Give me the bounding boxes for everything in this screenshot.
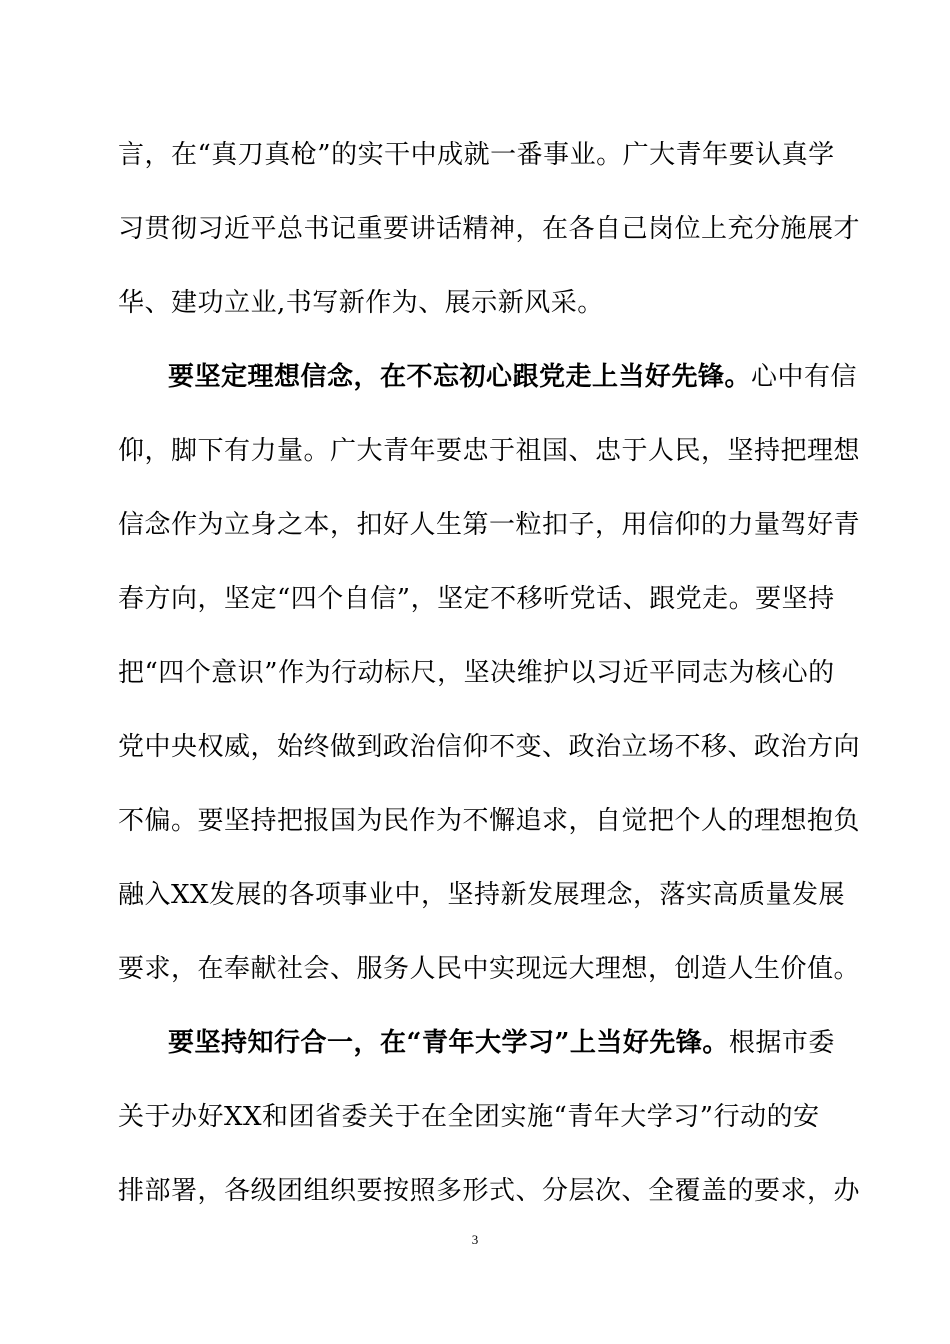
- paragraph-2-heading: 要坚定理想信念，在不忘初心跟党走上当好先锋。: [168, 362, 752, 392]
- body-text: [118, 128, 861, 1238]
- paragraph-1-line-1: 言，在“真刀真枪”的实干中成就一番事业。广大青年要认真学: [118, 140, 835, 170]
- paragraph-2-line-3: 信念作为立身之本，扣好人生第一粒扣子，用信仰的力量驾好青: [118, 510, 861, 540]
- paragraph-2-first-line: [118, 350, 858, 424]
- paragraph-1-line-2: 习贯彻习近平总书记重要讲话精神，在各自己岗位上充分施展才: [118, 214, 861, 244]
- paragraph-2-line-8: 融入XX发展的各项事业中，坚持新发展理念，落实高质量发展: [118, 880, 846, 910]
- paragraph-3-heading: 要坚持知行合一，在“青年大学习”上当好先锋。: [168, 1028, 729, 1058]
- paragraph-2-first-line-text: 心中有信: [751, 362, 858, 392]
- paragraph-3-line-3: 排部署，各级团组织要按照多形式、分层次、全覆盖的要求，办: [118, 1176, 861, 1206]
- page-number: 3: [471, 1232, 479, 1247]
- paragraph-2-line-4: 春方向，坚定“四个自信”，坚定不移听党话、跟党走。要坚持: [118, 584, 835, 614]
- paragraph-3-line-2: 关于办好XX和团省委关于在全团实施“青年大学习”行动的安: [118, 1102, 820, 1132]
- paragraph-2-line-6: 党中央权威，始终做到政治信仰不变、政治立场不移、政治方向: [118, 732, 861, 762]
- paragraph-2-line-7: 不偏。要坚持把报国为民作为不懈追求，自觉把个人的理想抱负: [118, 806, 861, 836]
- paragraph-3-first-line: [118, 1016, 838, 1090]
- paragraph-3-first-line-text: 根据市委: [728, 1028, 835, 1058]
- paragraph-2-line-9: 要求，在奉献社会、服务人民中实现远大理想，创造人生价值。: [118, 954, 861, 984]
- paragraph-1-line-3: 华、建功立业,书写新作为、展示新风采。: [118, 288, 604, 318]
- paragraph-2-line-2: 仰，脚下有力量。广大青年要忠于祖国、忠于人民，坚持把理想: [118, 436, 861, 466]
- paragraph-2-line-5: 把“四个意识”作为行动标尺，坚决维护以习近平同志为核心的: [118, 658, 835, 688]
